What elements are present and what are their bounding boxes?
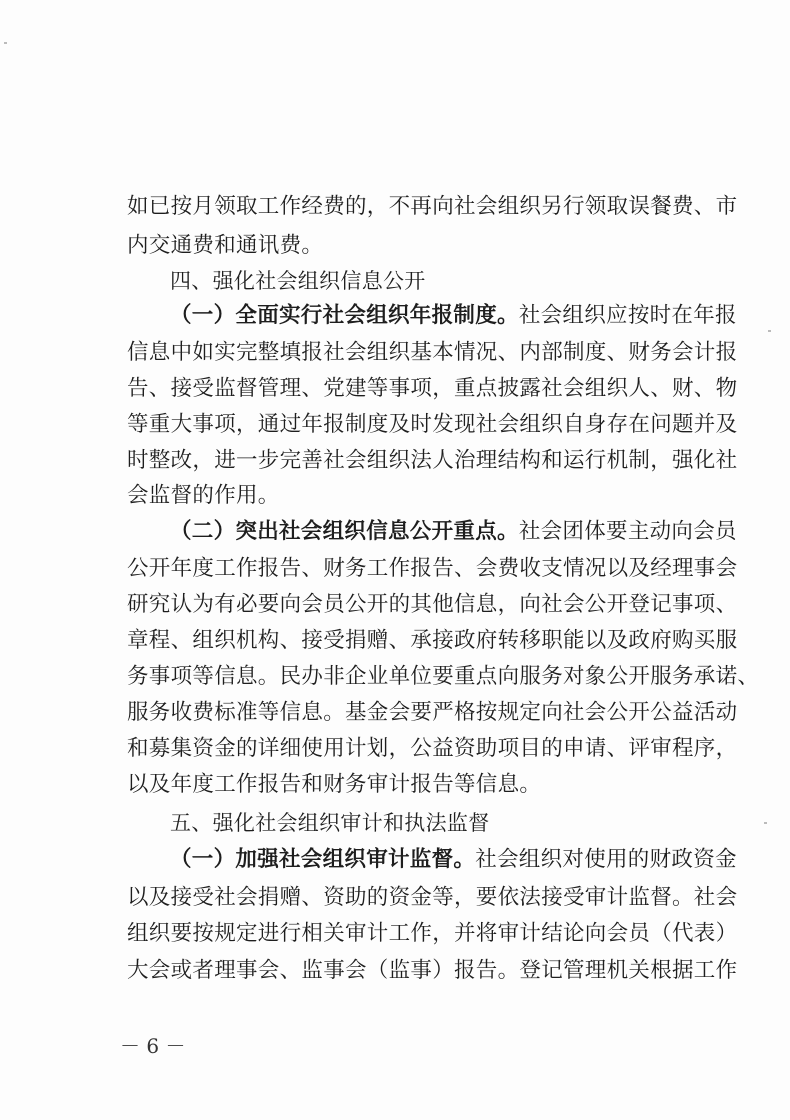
- line-text: 大会或者理事会、监事会（监事）报告。登记管理机关根据工作: [127, 958, 738, 983]
- line-text: 如已按月领取工作经费的，不再向社会组织另行领取误餐费、市: [127, 194, 738, 219]
- body-text-line: [0, 768, 790, 802]
- line-text: 社会组织对使用的财政资金: [475, 847, 737, 872]
- subheading-bold: （二）突出社会组织信息公开重点。: [170, 519, 519, 544]
- line-text: 告、接受监督管理、党建等事项，重点披露社会组织人、财、物: [127, 376, 738, 401]
- line-text: 内交通费和通讯费。: [127, 233, 324, 258]
- line-text: 服务收费标准等信息。基金会要严格按规定向社会公开公益活动: [127, 700, 738, 725]
- line-text: 研究认为有必要向会员公开的其他信息，向社会公开登记事项、: [127, 592, 738, 617]
- paragraph-lead-line: [0, 843, 790, 877]
- body-text-line: [0, 660, 790, 694]
- body-text-line: [0, 336, 790, 370]
- scan-speck: [764, 822, 767, 824]
- line-text: 务事项等信息。民办非企业单位要重点向服务对象公开服务承诺、: [127, 664, 760, 689]
- body-text-line: [0, 444, 790, 478]
- body-text-line: [0, 954, 790, 988]
- subheading-bold: （一）全面实行社会组织年报制度。: [170, 303, 519, 328]
- body-text-line: [0, 588, 790, 622]
- section-heading-text: 五、强化社会组织审计和执法监督: [170, 811, 490, 835]
- section-heading-text: 四、强化社会组织信息公开: [170, 269, 426, 293]
- body-text-line: [0, 624, 790, 658]
- line-text: 公开年度工作报告、财务工作报告、会费收支情况以及经理事会: [127, 556, 738, 581]
- scan-speck: [768, 330, 771, 332]
- body-text-line: [0, 408, 790, 442]
- line-text: 会监督的作用。: [127, 483, 280, 508]
- line-text: 时整改，进一步完善社会组织法人治理结构和运行机制，强化社: [127, 448, 738, 473]
- line-text: 章程、组织机构、接受捐赠、承接政府转移职能以及政府购买服: [127, 628, 738, 653]
- paragraph-lead-line: [0, 515, 790, 549]
- body-text-line: [0, 479, 790, 513]
- body-text-line: [0, 229, 790, 263]
- body-text-line: [0, 190, 790, 224]
- body-text-line: [0, 917, 790, 951]
- page-number: － 6 －: [120, 1034, 186, 1058]
- paragraph-lead-line: [0, 299, 790, 333]
- body-text-line: [0, 881, 790, 915]
- section-heading-4: [0, 264, 790, 298]
- line-text: 等重大事项，通过年报制度及时发现社会组织自身存在问题并及: [127, 412, 738, 437]
- line-text: 社会组织应按时在年报: [518, 303, 737, 328]
- line-text: 以及年度工作报告和财务审计报告等信息。: [127, 772, 542, 797]
- body-text-line: [0, 372, 790, 406]
- body-text-line: [0, 696, 790, 730]
- line-text: 信息中如实完整填报社会组织基本情况、内部制度、财务会计报: [127, 340, 738, 365]
- line-text: 组织要按规定进行相关审计工作，并将审计结论向会员（代表）: [127, 921, 738, 946]
- line-text: 和募集资金的详细使用计划，公益资助项目的申请、评审程序，: [127, 736, 738, 761]
- body-text-line: [0, 732, 790, 766]
- line-text: 以及接受社会捐赠、资助的资金等，要依法接受审计监督。社会: [127, 885, 738, 910]
- body-text-line: [0, 552, 790, 586]
- subheading-bold: （一）加强社会组织审计监督。: [170, 847, 476, 872]
- scan-speck: [4, 42, 7, 44]
- line-text: 社会团体要主动向会员: [518, 519, 737, 544]
- section-heading-5: [0, 806, 790, 840]
